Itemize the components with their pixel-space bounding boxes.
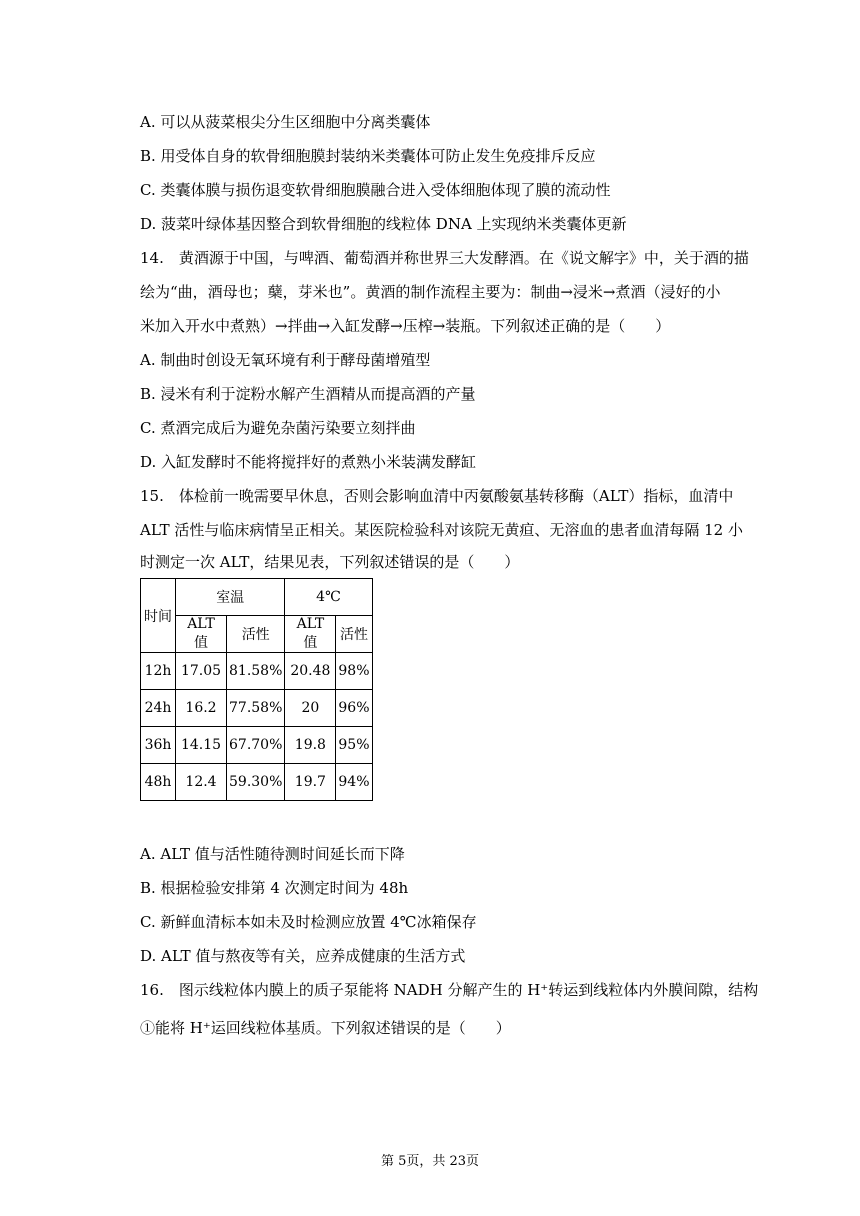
q15-option-b: B. 根据检验安排第 4 次测定时间为 48h — [140, 879, 409, 897]
table-row — [141, 764, 373, 801]
q14-stem-line-1: 14. 黄酒源于中国，与啤酒、葡萄酒并称世界三大发酵酒。在《说文解字》中，关于酒的描 — [140, 249, 749, 267]
table-cell-cold-activity: 95% — [336, 727, 372, 764]
table-subheader-room-activity: 活性 — [227, 616, 285, 653]
table-cell-cold-alt: 20.48 — [285, 653, 336, 690]
table-cell-time: 24h — [141, 690, 176, 727]
table-row — [141, 690, 373, 727]
table-cell-cold-activity: 98% — [336, 653, 372, 690]
q14-stem-line-3: 米加入开水中煮熟）→拌曲→入缸发酵→压榨→装瓶。下列叙述正确的是（ ） — [140, 317, 671, 335]
table-row — [141, 727, 373, 764]
q16-stem-line-1: 16. 图示线粒体内膜上的质子泵能将 NADH 分解产生的 H⁺转运到线粒体内外膜间隙，结构 — [140, 981, 759, 999]
table-subheader-cold-alt: ALT 值 — [285, 616, 336, 653]
table-cell-cold-activity: 96% — [336, 690, 372, 727]
table-cell-time: 36h — [141, 727, 176, 764]
q14-option-a: A. 制曲时创设无氧环境有利于酵母菌增殖型 — [140, 351, 431, 369]
table-cell-time: 12h — [141, 653, 176, 690]
table-header-4c: 4℃ — [285, 579, 372, 616]
q13-option-c: C. 类囊体膜与损伤退变软骨细胞膜融合进入受体细胞体现了膜的流动性 — [140, 181, 611, 199]
table-cell-room-activity: 67.70% — [227, 727, 285, 764]
table-cell-cold-alt: 19.7 — [285, 764, 336, 801]
q14-option-b: B. 浸米有利于淀粉水解产生酒精从而提高酒的产量 — [140, 385, 476, 403]
table-cell-room-alt: 17.05 — [176, 653, 227, 690]
q14-option-d: D. 入缸发酵时不能将搅拌好的煮熟小米装满发酵缸 — [140, 453, 477, 471]
table-cell-time: 48h — [141, 764, 176, 801]
q13-option-d: D. 菠菜叶绿体基因整合到软骨细胞的线粒体 DNA 上实现纳米类囊体更新 — [140, 215, 627, 233]
table-cell-room-activity: 81.58% — [227, 653, 285, 690]
q15-stem-line-3: 时测定一次 ALT，结果见表，下列叙述错误的是（ ） — [140, 553, 520, 571]
table-header-room-temp: 室温 — [176, 579, 285, 616]
q15-stem-line-2: ALT 活性与临床病情呈正相关。某医院检验科对该院无黄疸、无溶血的患者血清每隔 12 小 — [140, 521, 743, 539]
q15-option-c: C. 新鲜血清标本如未及时检测应放置 4℃冰箱保存 — [140, 913, 477, 931]
q14-stem-line-2: 绘为“曲，酒母也；蘖，芽米也”。黄酒的制作流程主要为：制曲→浸米→煮酒（浸好的小 — [140, 283, 721, 301]
table-cell-room-alt: 14.15 — [176, 727, 227, 764]
q16-stem-line-2: ①能将 H⁺运回线粒体基质。下列叙述错误的是（ ） — [140, 1019, 511, 1037]
table-subheader-row — [141, 616, 373, 653]
q13-option-b: B. 用受体自身的软骨细胞膜封装纳米类囊体可防止发生免疫排斥反应 — [140, 147, 596, 165]
table-cell-cold-activity: 94% — [336, 764, 372, 801]
page-footer: 第 5页，共 23页 — [380, 1154, 480, 1169]
table-cell-room-alt: 16.2 — [176, 690, 227, 727]
table-cell-cold-alt: 20 — [285, 690, 336, 727]
q13-option-a: A. 可以从菠菜根尖分生区细胞中分离类囊体 — [140, 113, 431, 131]
q15-option-d: D. ALT 值与熬夜等有关，应养成健康的生活方式 — [140, 947, 466, 965]
q15-option-a: A. ALT 值与活性随待测时间延长而下降 — [140, 845, 405, 863]
table-row — [141, 653, 373, 690]
table-header-time: 时间 — [141, 579, 176, 653]
q14-option-c: C. 煮酒完成后为避免杂菌污染要立刻拌曲 — [140, 419, 416, 437]
table-subheader-room-alt: ALT 值 — [176, 616, 227, 653]
table-cell-room-activity: 77.58% — [227, 690, 285, 727]
q15-stem-line-1: 15. 体检前一晚需要早休息，否则会影响血清中丙氨酸氨基转移酶（ALT）指标，血清中 — [140, 487, 734, 505]
table-cell-cold-alt: 19.8 — [285, 727, 336, 764]
table-cell-room-alt: 12.4 — [176, 764, 227, 801]
table-cell-room-activity: 59.30% — [227, 764, 285, 801]
alt-table — [140, 578, 373, 801]
table-subheader-cold-activity: 活性 — [336, 616, 372, 653]
table-header-row — [141, 579, 373, 616]
